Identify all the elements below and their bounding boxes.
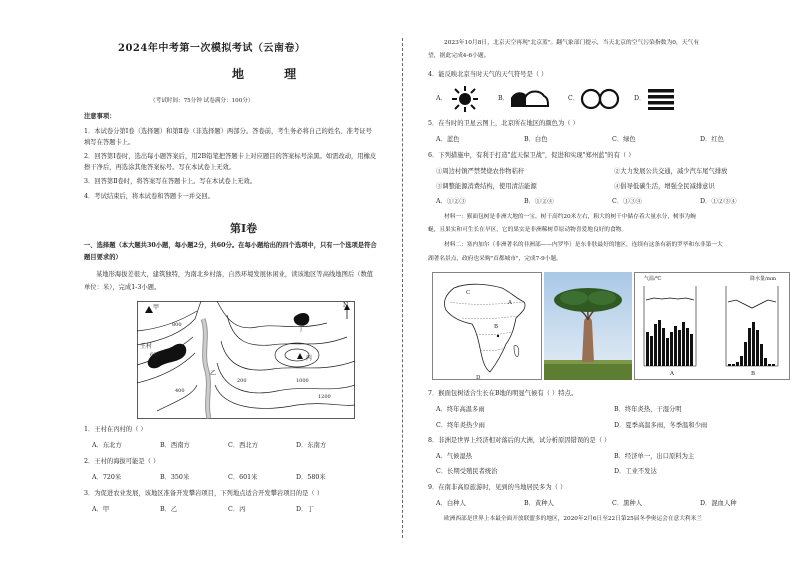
contour-label: 800 [172,322,182,328]
option[interactable]: A．蓝色 [436,136,460,143]
option[interactable]: B．白色 [524,136,548,143]
material-1-line-2: 蜒，且果实和可生长在旱区，它的果实是非洲稀树草原动物喜爱地良好的食物。 [428,227,628,233]
question-9-options [436,500,788,509]
statement: ②大力发展公共交通，减少汽车尾气排放 [614,168,728,175]
option[interactable]: C．绿色 [612,136,636,143]
question-6-items-row1 [436,168,792,177]
question-6-items-row2 [436,183,792,192]
option[interactable]: D．①②③④ [700,198,737,205]
question-1: 1．王村在丙村的（ ） [84,426,147,433]
map-label-north: N [343,302,349,309]
option[interactable]: D．混血人种 [700,500,737,507]
question-2-options [92,474,364,483]
option[interactable]: A．终年高温多雨 [436,406,485,413]
question-2: 2．王村的海拔可能是（ ） [84,458,160,465]
q4-label-c: C． [568,95,580,102]
temp-unit-label: 气温/℃ [644,276,662,282]
option[interactable]: A．①②③ [436,198,466,205]
option[interactable]: A．气候湿热 [436,453,473,460]
question-5: 5．在当时的卫星云图上，北京所在地区的颜色为（ ） [428,120,579,127]
passage-line-1: 某地形海拔差很大，建筑独特，为南北乡村落，自然环境发展休闲业，读该地区等高线地图后（数值 [96,271,374,278]
question-7-options-row1 [436,406,792,415]
q4-label-a: A． [436,95,447,102]
question-5-options [436,136,788,145]
right-column [408,0,794,562]
baobab-photo [544,272,632,380]
option[interactable]: B．乙 [160,506,178,513]
option[interactable]: A．东北方 [92,442,122,449]
map-label-wangcun: 王村 [140,343,153,350]
note-line: 填写在答题卡上。 [84,138,135,146]
contour-label: 400 [175,388,185,394]
section-intro-2: 题目要求的） [84,254,122,261]
subject-title: 地 理 [232,67,315,81]
option[interactable]: C．终年炎热少雨 [436,422,485,429]
climate-charts [634,272,790,380]
contour-label: 1000 [296,378,309,384]
option[interactable]: B．黄种人 [524,500,554,507]
option[interactable]: C．黑种人 [612,500,643,507]
option[interactable]: D．580米 [296,474,326,481]
option[interactable]: A．白种人 [436,500,466,507]
africa-label-c: C [466,290,471,296]
africa-label-b: B [494,324,499,330]
section-title: 第Ⅰ卷 [230,222,258,235]
question-8: 8．非洲是世界上经济相对落后的大洲，试分析原因错误的是（ ） [428,437,611,444]
note-line: 1．本试卷分第Ⅰ卷（选择题）和第Ⅱ卷（非选择题）两部分。答卷前，考生务必将自己的姓名、准考证号 [84,128,372,135]
contour-label: 600 [150,352,160,358]
map-label-ding: 丁 [298,326,305,333]
map-label-yi: 乙 [210,370,217,377]
passage-line-2: 单位：米），完成1-3小题。 [84,284,161,291]
footer-passage: 欧洲西部是世界上本最全面开放联盟多的地区，2020年2月6日至22日第25届冬季奥运会在意大利米兰 [444,516,702,522]
haze-icon[interactable] [648,88,674,110]
africa-map [432,272,542,380]
fog-icon[interactable] [580,88,620,110]
question-8-options-row1 [436,453,792,462]
material-2-line-2: 湖著名景点，政府也采购"首都城市"，完成7-9小题。 [428,256,562,262]
climate-label-a: A [670,371,674,377]
material-1-line-1: 材料一：猴面包树是非洲大地的一宝，树干高约20米左右，粗大的树干中储存着大量水分，树事为蜿 [444,214,696,220]
q4-label-d: D． [634,95,646,102]
option[interactable]: B．西南方 [160,442,190,449]
material-2-line-1: 材料二：塞内加尔（非洲著名的非洲部——内罗毕）是东非肤最好的地区，连续有这条有新的罗毕和东非第一大 [444,242,723,248]
question-7: 7．猴面包树适合生长在B地的明显气候有（ ）特点。 [428,390,578,397]
statement: ③调整能源消费结构，使用清洁能源 [436,183,537,190]
option[interactable]: B．终年炎热，干湿分明 [614,406,682,413]
question-6: 6．下列措施中，有利于打造"蓝天保卫战"，促进和实现"郑州蓝"的有（ ） [428,152,635,159]
column-divider [402,38,403,538]
option[interactable]: A．甲 [92,506,110,513]
exam-title: 2024年中考第一次模拟考试（云南卷） [118,43,306,54]
statement: ①周边村镇严禁焚烧农作物秸秆 [436,168,525,175]
note-line: 擦干净后，再选涂其他答案标号。写在本试卷上无效。 [84,163,236,171]
contour-label: 1200 [318,394,331,400]
map-label-bing: 丙 [306,355,313,362]
section-intro-1: 一、选择题（本大题共30小题，每小题2分，共60分。在每小题给出的四个选项中，只有一个选项是符合 [84,242,377,249]
note-line: 4．考试结束后，将本试卷和答题卡一并交回。 [84,192,214,200]
option[interactable]: C．长期受殖民者统治 [436,468,498,475]
africa-label-d: D [476,375,481,381]
intro-line-2: 望，据此完成4-6小题。 [428,53,490,59]
option[interactable]: C．①③④ [612,198,643,205]
option[interactable]: D．工业不发达 [614,468,657,475]
option[interactable]: D．丁 [296,506,314,513]
africa-label-a: A [508,300,512,306]
option[interactable]: D．红色 [700,136,724,143]
option[interactable]: A．720米 [92,474,122,481]
question-7-options-row2 [436,422,792,431]
option[interactable]: B．经济单一，出口原料为主 [614,453,695,460]
option[interactable]: D．夏季高温多雨，冬季温和少雨 [614,422,708,429]
question-6-options [436,198,788,207]
note-line: 2．回答第Ⅰ卷时，选出每小题答案后，用2B铅笔把答题卡上对应题目的答案标号涂黑。如需改动，用橡皮 [84,153,377,160]
question-3: 3．为促进农业发展，该地区准备开发攀岩项目，下列地点适合开发攀岩项目的是（ ） [84,490,323,497]
sun-icon[interactable] [452,86,478,112]
option[interactable]: D．东南方 [296,442,327,449]
climate-label-b: B [751,371,756,377]
map-label-jia: 甲 [153,304,160,311]
exam-info: （考试时间：75分钟 试卷满分：100分） [150,98,254,104]
question-4: 4．能反映北京当时天气的天气符号是（ ） [428,71,548,78]
notes-header: 注意事项： [84,113,116,120]
option[interactable]: C．601米 [228,474,258,481]
option[interactable]: B．350米 [160,474,190,481]
option[interactable]: C．西北方 [228,442,259,449]
q4-label-b: B． [498,95,509,102]
option[interactable]: C．丙 [228,506,246,513]
statement: ④倡导低碳生活，增强全民减排意识 [614,183,715,190]
notes-list [84,128,394,201]
option[interactable]: B．①②④ [524,198,554,205]
cloudy-icon[interactable] [510,88,550,108]
precip-unit-label: 降水量/mm [750,276,777,282]
intro-line-1: 2023年10月8日，北京天空再现"北京蓝"。翻气象部门提示，当天北京的空气污染指数为0，天气有 [444,40,700,46]
question-1-options [92,442,364,451]
question-3-options [92,506,364,515]
contour-label: 200 [237,378,247,384]
question-8-options-row2 [436,468,792,477]
note-line: 3．回答第Ⅱ卷时，将答案写在答题卡上。写在本试卷上无效。 [84,178,257,185]
question-9: 9．在南非高原旅游时，见到的当地居民多为（ ） [428,484,567,491]
contour-map [137,301,355,419]
